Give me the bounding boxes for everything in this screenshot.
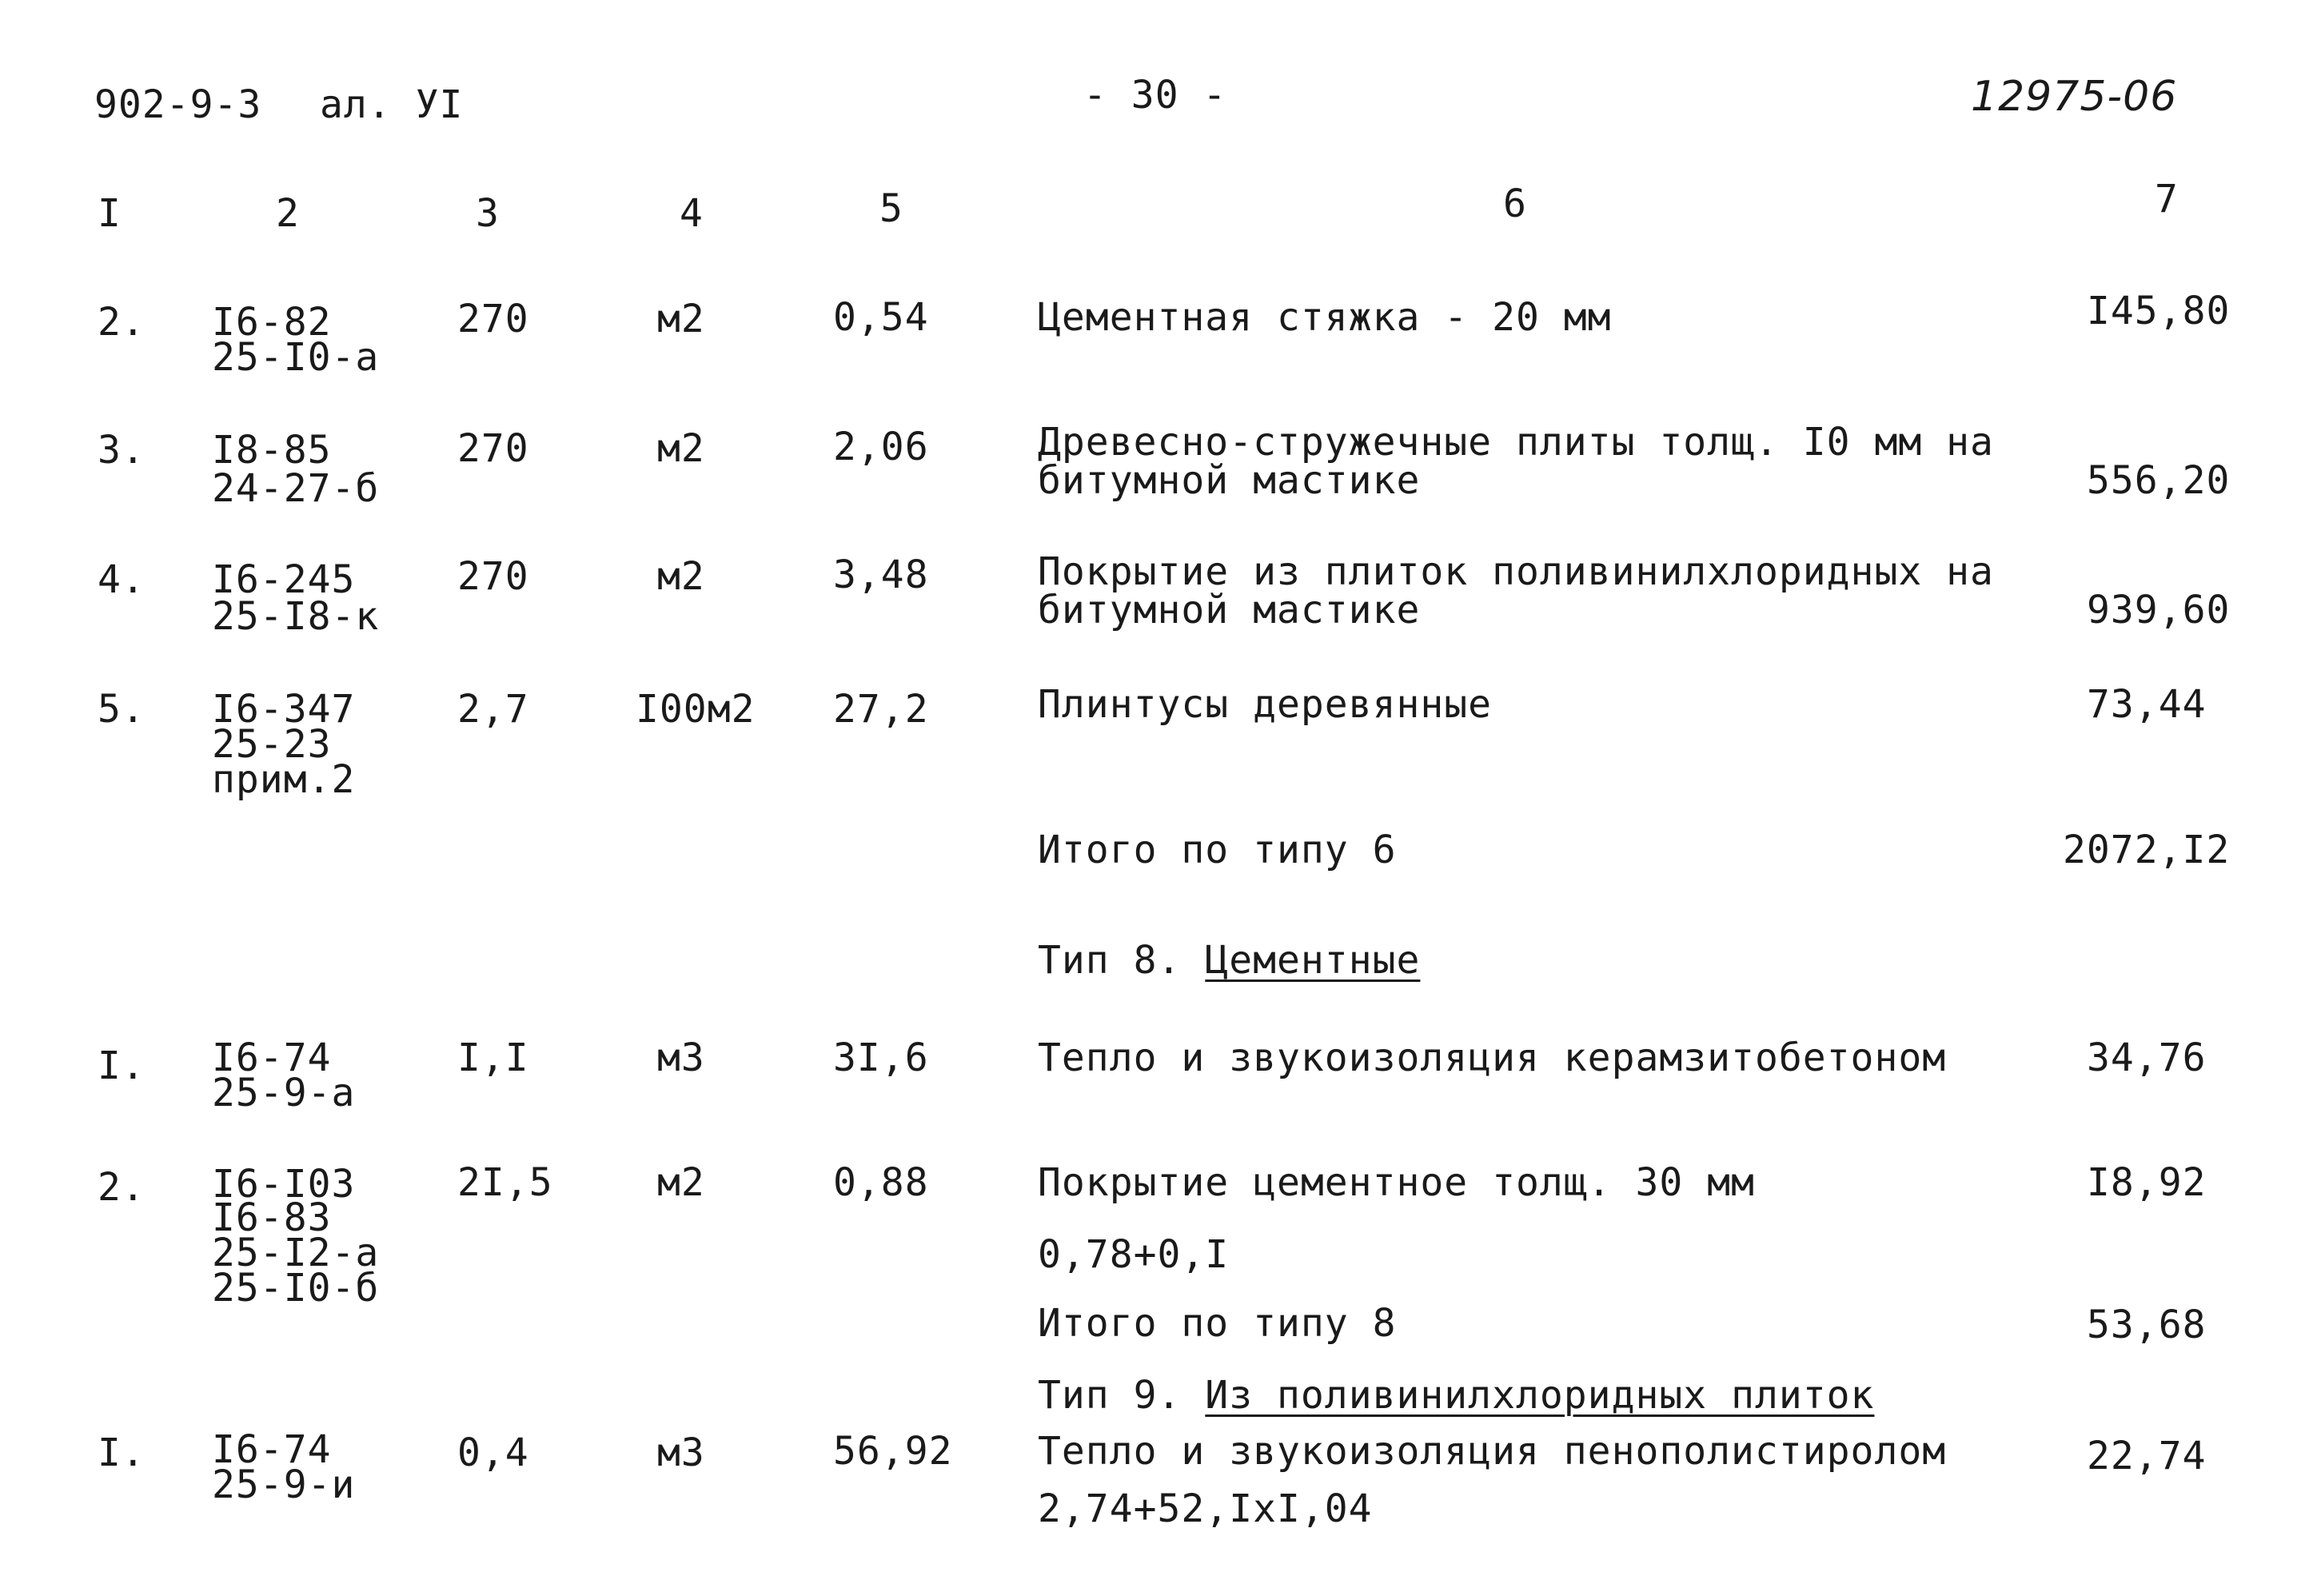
- column-header-5: 5: [879, 186, 903, 231]
- calculation-note: 0,78+0,I: [1038, 1232, 1230, 1277]
- unit-price: 0,88: [833, 1160, 929, 1205]
- work-description: Тепло и звукоизоляция керамзитобетоном: [1038, 1035, 1947, 1080]
- unit: I00м2: [636, 687, 756, 732]
- section-prefix: Тип 9.: [1038, 1373, 1182, 1418]
- column-header-7: 7: [2155, 177, 2179, 221]
- quantity: 2I,5: [457, 1160, 553, 1205]
- section-title: Из поливинилхлоридных плиток: [1205, 1373, 1875, 1418]
- work-description: Покрытие из плиток поливинилхлоридных на: [1038, 549, 1994, 594]
- section-title: Цементные: [1205, 938, 1421, 983]
- norm-code: I8-85: [212, 428, 332, 473]
- subtotal-sum: 53,68: [2087, 1303, 2207, 1347]
- unit: м3: [657, 1430, 705, 1475]
- row-sum: I8,92: [2087, 1160, 2207, 1205]
- norm-code: I6-I03: [212, 1162, 356, 1207]
- section-heading: [1038, 1373, 1875, 1418]
- column-header-1: I: [98, 191, 122, 236]
- unit: м2: [657, 426, 705, 471]
- unit: м2: [657, 297, 705, 341]
- album-label: ал. УI: [320, 82, 464, 127]
- norm-code: I6-245: [212, 557, 356, 602]
- row-number: I.: [98, 1043, 146, 1088]
- row-sum: 73,44: [2087, 682, 2207, 727]
- quantity: 270: [457, 554, 529, 599]
- column-header-4: 4: [680, 191, 704, 236]
- unit-price: 3I,6: [833, 1035, 929, 1080]
- norm-code: I6-74: [212, 1427, 332, 1472]
- unit-price: 3,48: [833, 553, 929, 597]
- work-description: Тепло и звукоизоляция пенополистиролом: [1038, 1429, 1947, 1474]
- work-description: битумной мастике: [1038, 458, 1421, 503]
- norm-code: I6-74: [212, 1035, 332, 1080]
- section-prefix: Тип 8.: [1038, 938, 1182, 983]
- subtotal-label: Итого по типу 6: [1038, 828, 1397, 872]
- norm-code: прим.2: [212, 757, 356, 802]
- series-number: 902-9-3: [94, 82, 262, 127]
- row-number: 2.: [98, 300, 146, 345]
- row-number: 3.: [98, 428, 146, 473]
- calculation-note: 2,74+52,IxI,04: [1038, 1486, 1373, 1531]
- work-description: битумной мастике: [1038, 588, 1421, 632]
- unit-price: 0,54: [833, 295, 929, 340]
- page-number: - 30 -: [1083, 73, 1227, 118]
- row-sum: 939,60: [2087, 588, 2231, 632]
- row-number: 2.: [98, 1165, 146, 1210]
- subtotal-label: Итого по типу 8: [1038, 1301, 1397, 1346]
- unit-price: 56,92: [833, 1429, 953, 1474]
- norm-code: I6-82: [212, 300, 332, 345]
- norm-code: 25-9-а: [212, 1071, 356, 1115]
- row-sum: 556,20: [2087, 458, 2231, 503]
- section-heading: [1038, 938, 1421, 983]
- subtotal-sum: 2072,I2: [2063, 828, 2231, 872]
- norm-code: I6-347: [212, 687, 356, 732]
- row-sum: 22,74: [2087, 1434, 2207, 1478]
- norm-code: 25-23: [212, 722, 332, 767]
- norm-code: 24-27-б: [212, 466, 380, 511]
- work-description: Плинтусы деревянные: [1038, 682, 1493, 727]
- work-description: Древесно-стружечные плиты толщ. I0 мм на: [1038, 420, 1994, 465]
- quantity: I,I: [457, 1035, 529, 1080]
- unit-price: 27,2: [833, 687, 929, 732]
- quantity: 0,4: [457, 1430, 529, 1475]
- row-sum: 34,76: [2087, 1035, 2207, 1080]
- unit: м2: [657, 554, 705, 599]
- norm-code: 25-I8-к: [212, 594, 380, 639]
- norm-code: 25-I2-а: [212, 1231, 380, 1275]
- norm-code: 25-I0-а: [212, 335, 380, 380]
- unit-price: 2,06: [833, 425, 929, 469]
- row-number: I.: [98, 1430, 146, 1475]
- column-header-6: 6: [1503, 182, 1527, 226]
- quantity: 270: [457, 297, 529, 341]
- document-number: 12975-06: [1971, 73, 2178, 121]
- norm-code: I6-83: [212, 1195, 332, 1240]
- quantity: 2,7: [457, 687, 529, 732]
- row-sum: I45,80: [2087, 289, 2231, 333]
- unit: м2: [657, 1160, 705, 1205]
- column-header-2: 2: [276, 191, 300, 236]
- row-number: 5.: [98, 687, 146, 732]
- norm-code: 25-I0-б: [212, 1266, 380, 1311]
- work-description: Покрытие цементное толщ. 30 мм: [1038, 1160, 1755, 1205]
- norm-code: 25-9-и: [212, 1462, 356, 1507]
- row-number: 4.: [98, 557, 146, 602]
- unit: м3: [657, 1035, 705, 1080]
- work-description: Цементная стяжка - 20 мм: [1038, 295, 1612, 340]
- column-header-3: 3: [476, 191, 500, 236]
- quantity: 270: [457, 426, 529, 471]
